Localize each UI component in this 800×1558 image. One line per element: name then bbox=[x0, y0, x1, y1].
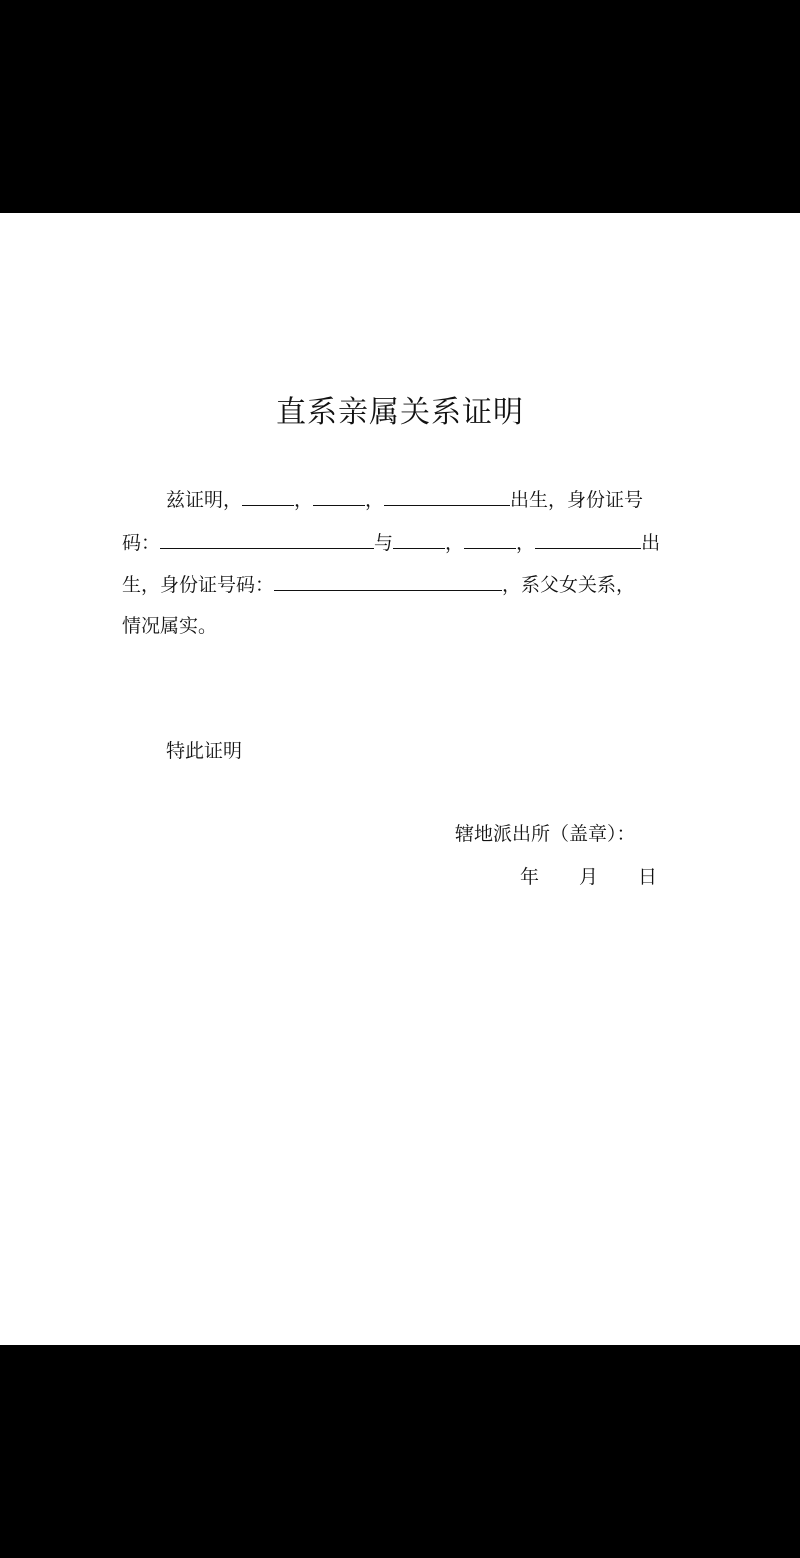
line3-suffix: ，系父女关系， bbox=[502, 574, 636, 596]
document-title: 直系亲属关系证明 bbox=[276, 395, 524, 430]
body-line-2 bbox=[122, 528, 660, 557]
line2-prefix: 码： bbox=[122, 532, 161, 554]
blank-field-id-number-1 bbox=[160, 528, 374, 549]
line2-mid: 与 bbox=[374, 532, 394, 554]
line2-sep2: ， bbox=[516, 532, 536, 554]
line2-sep1: ， bbox=[445, 532, 465, 554]
body-line-3 bbox=[122, 570, 635, 599]
line3-prefix: 生，身份证号码： bbox=[122, 574, 275, 596]
blank-field-id-number-2 bbox=[274, 570, 502, 591]
body-line-4: 情况属实。 bbox=[122, 615, 218, 637]
blank-field-gender-1 bbox=[313, 485, 365, 506]
blank-field-gender-2 bbox=[464, 528, 516, 549]
date-year-label: 年 bbox=[520, 866, 540, 888]
document-page bbox=[0, 213, 800, 1345]
blank-field-birthdate-1 bbox=[384, 485, 510, 506]
blank-field-birthdate-2 bbox=[535, 528, 641, 549]
date-month-label: 月 bbox=[579, 866, 599, 888]
line1-suffix: 出生，身份证号 bbox=[510, 489, 644, 511]
blank-field-name-2 bbox=[393, 528, 445, 549]
date-line bbox=[520, 863, 657, 891]
body-line-1 bbox=[166, 485, 643, 514]
blank-field-name-1 bbox=[242, 485, 294, 506]
line1-sep1: ， bbox=[294, 489, 314, 511]
line1-prefix: 兹证明， bbox=[166, 489, 243, 511]
line1-sep2: ， bbox=[365, 489, 385, 511]
line2-suffix: 出 bbox=[641, 532, 661, 554]
closing-statement: 特此证明 bbox=[166, 740, 243, 762]
issuer-stamp-label: 辖地派出所（盖章）： bbox=[455, 823, 636, 845]
date-day-label: 日 bbox=[638, 866, 658, 888]
